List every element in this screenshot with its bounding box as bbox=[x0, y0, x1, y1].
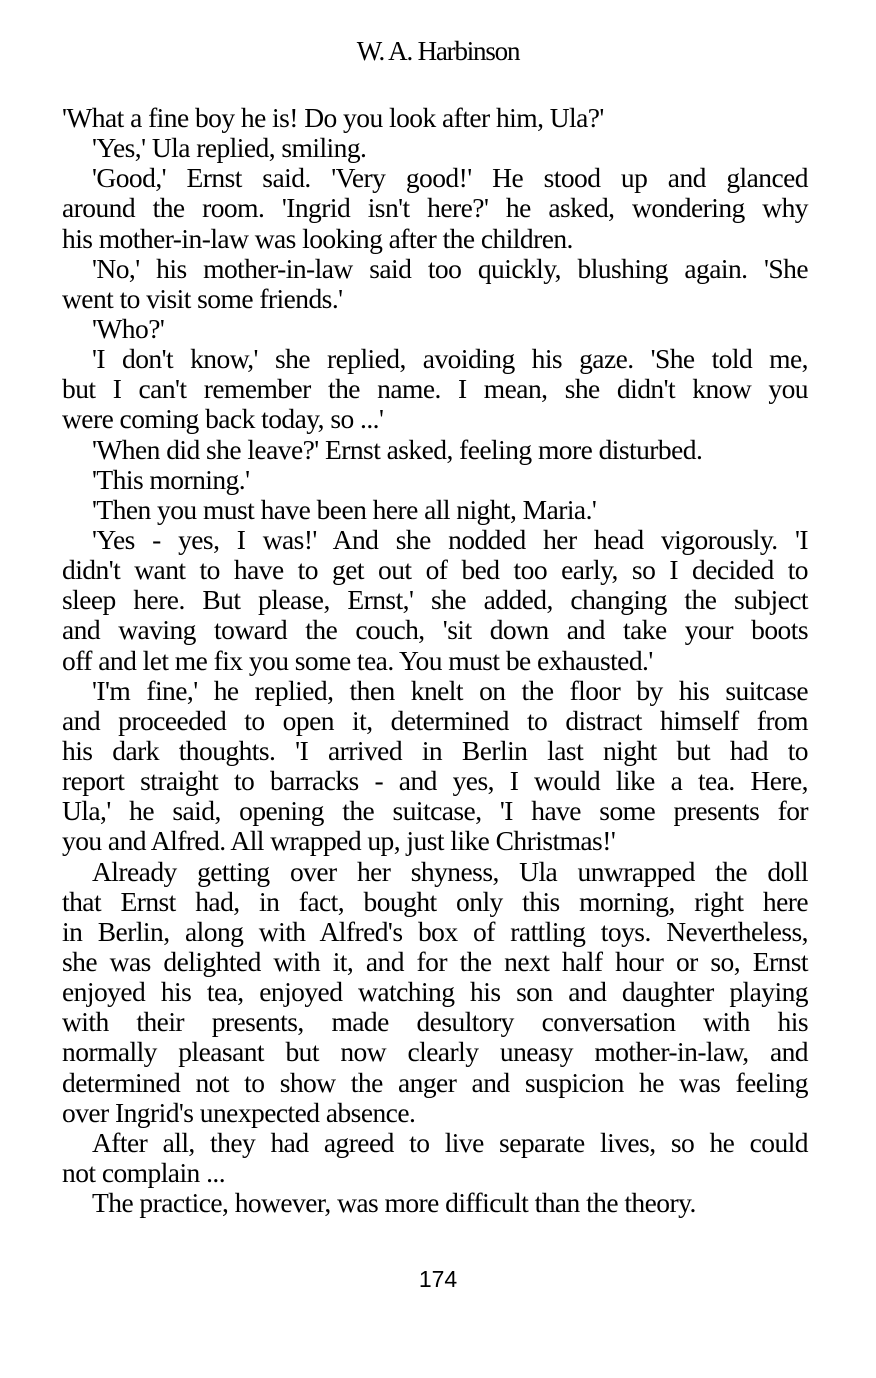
text-line: 'Then you must have been here all night, Maria.' bbox=[92, 493, 597, 525]
text-line: his mother-in-law was looking after the children. bbox=[62, 222, 573, 254]
text-line: normally pleasant but now clearly uneasy mother-in-law, and bbox=[62, 1036, 808, 1068]
text-line: After all, they had agreed to live separate lives, so he could bbox=[92, 1126, 808, 1158]
text-line: were coming back today, so ...' bbox=[62, 403, 384, 435]
text-line: you and Alfred. All wrapped up, just like Christmas!' bbox=[62, 825, 616, 857]
text-line: sleep here. But please, Ernst,' she added, changing the subject bbox=[62, 584, 808, 616]
text-line: 'I don't know,' she replied, avoiding his gaze. 'She told me, bbox=[92, 343, 808, 375]
page-number: 174 bbox=[418, 1266, 458, 1292]
text-line: went to visit some friends.' bbox=[62, 282, 343, 314]
text-line: but I can't remember the name. I mean, she didn't know you bbox=[62, 373, 808, 405]
text-line: 'When did she leave?' Ernst asked, feeling more disturbed. bbox=[92, 433, 703, 465]
text-line: off and let me fix you some tea. You must be exhausted.' bbox=[62, 644, 653, 676]
text-line: Already getting over her shyness, Ula unwrapped the doll bbox=[92, 855, 808, 887]
text-line: 'This morning.' bbox=[92, 463, 250, 495]
text-line: 'Good,' Ernst said. 'Very good!' He stood up and glanced bbox=[92, 162, 808, 194]
text-line: she was delighted with it, and for the next half hour or so, Ernst bbox=[62, 945, 808, 977]
text-line: Ula,' he said, opening the suitcase, 'I have some presents for bbox=[62, 795, 808, 827]
text-line: The practice, however, was more difficult than the theory. bbox=[92, 1187, 696, 1219]
book-body-text bbox=[62, 103, 808, 1218]
text-line: 'Yes - yes, I was!' And she nodded her head vigorously. 'I bbox=[92, 523, 808, 555]
text-line: report straight to barracks - and yes, I would like a tea. Here, bbox=[62, 765, 808, 797]
text-line: 'I'm fine,' he replied, then knelt on the floor by his suitcase bbox=[92, 674, 808, 706]
text-line: with their presents, made desultory conversation with his bbox=[62, 1006, 808, 1038]
text-line: and proceeded to open it, determined to distract himself from bbox=[62, 704, 808, 736]
text-line: around the room. 'Ingrid isn't here?' he asked, wondering why bbox=[62, 192, 808, 224]
text-line: over Ingrid's unexpected absence. bbox=[62, 1096, 416, 1128]
text-line: didn't want to have to get out of bed too early, so I decided to bbox=[62, 554, 808, 586]
text-line: determined not to show the anger and suspicion he was feeling bbox=[62, 1066, 808, 1098]
text-line: in Berlin, along with Alfred's box of rattling toys. Nevertheless, bbox=[62, 915, 808, 947]
text-line: his dark thoughts. 'I arrived in Berlin last night but had to bbox=[62, 734, 808, 766]
text-line: that Ernst had, in fact, bought only this morning, right here bbox=[62, 885, 808, 917]
text-line: enjoyed his tea, enjoyed watching his son and daughter playing bbox=[62, 976, 808, 1008]
text-line: 'Who?' bbox=[92, 312, 165, 344]
running-head-author: W. A. Harbinson bbox=[356, 36, 520, 66]
text-line: 'No,' his mother-in-law said too quickly, blushing again. 'She bbox=[92, 252, 808, 284]
text-line: and waving toward the couch, 'sit down and take your boots bbox=[62, 614, 808, 646]
text-line: not complain ... bbox=[62, 1156, 226, 1188]
text-line: 'What a fine boy he is! Do you look after him, Ula?' bbox=[62, 102, 604, 133]
text-line: 'Yes,' Ula replied, smiling. bbox=[92, 132, 367, 164]
